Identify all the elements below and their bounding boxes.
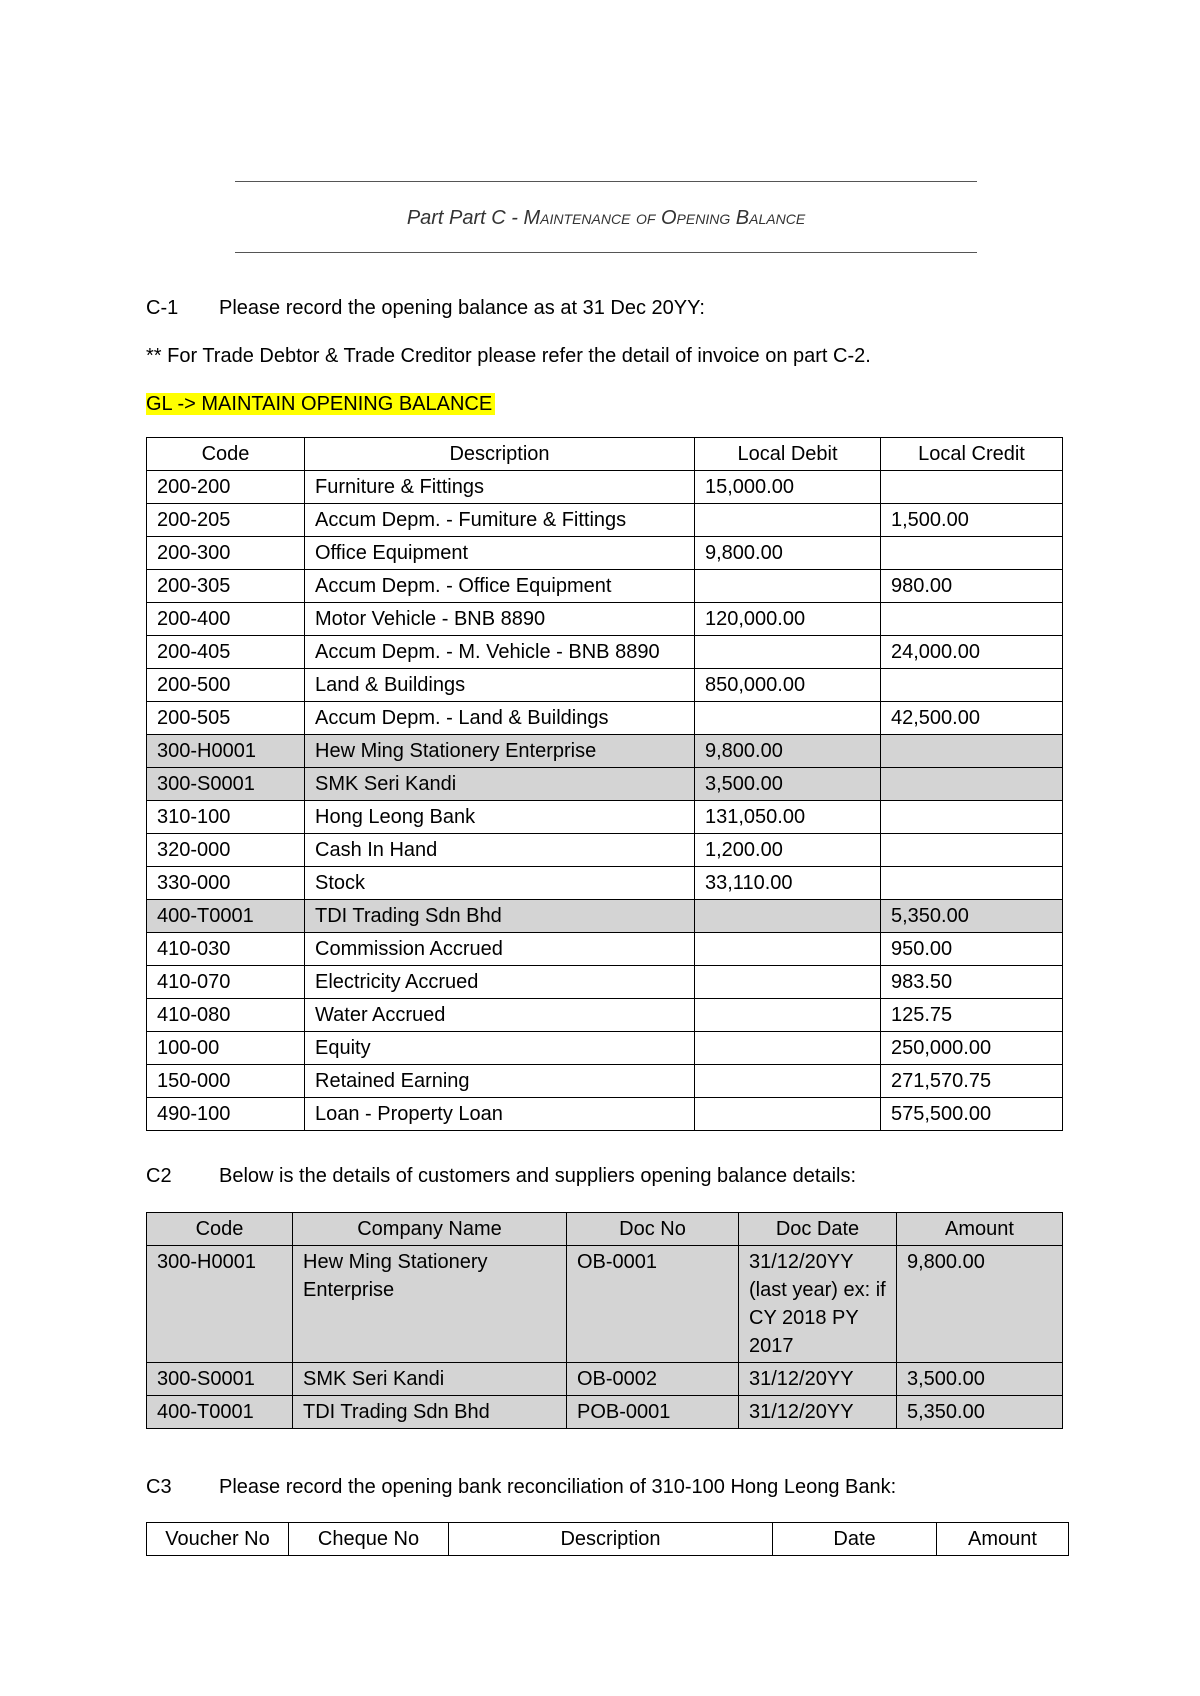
cell-description: TDI Trading Sdn Bhd — [305, 900, 695, 933]
table-row — [147, 537, 1063, 570]
table-header-row — [147, 1213, 1063, 1246]
cell-code: 400-T0001 — [147, 900, 305, 933]
opening-balance-table — [146, 437, 1063, 1131]
table-row — [147, 636, 1063, 669]
part-title: Part Part C - Maintenance of Opening Balance — [406, 207, 806, 229]
bank-reconciliation-table — [146, 1522, 1069, 1556]
cell-local-debit — [695, 1032, 881, 1065]
table-row — [147, 801, 1063, 834]
cell-description: SMK Seri Kandi — [305, 768, 695, 801]
cell-code: 400-T0001 — [147, 1396, 293, 1429]
cell-local-credit — [881, 867, 1063, 900]
header-date: Date — [773, 1523, 937, 1556]
section-c2-heading — [146, 1165, 856, 1188]
cell-local-debit: 850,000.00 — [695, 669, 881, 702]
gl-path-label — [146, 393, 495, 416]
cell-local-credit: 1,500.00 — [881, 504, 1063, 537]
cell-local-debit: 120,000.00 — [695, 603, 881, 636]
cell-local-debit: 1,200.00 — [695, 834, 881, 867]
table-header-row — [147, 438, 1063, 471]
cell-code: 300-H0001 — [147, 1246, 293, 1363]
cell-local-credit — [881, 603, 1063, 636]
cell-description: Accum Depm. - Land & Buildings — [305, 702, 695, 735]
cell-code: 200-205 — [147, 504, 305, 537]
table-header-row — [147, 1523, 1069, 1556]
cell-local-debit: 3,500.00 — [695, 768, 881, 801]
cell-local-debit: 131,050.00 — [695, 801, 881, 834]
cell-doc-no: POB-0001 — [567, 1396, 739, 1429]
cell-local-credit — [881, 471, 1063, 504]
cell-local-debit — [695, 570, 881, 603]
cell-amount: 5,350.00 — [897, 1396, 1063, 1429]
section-c1-heading — [146, 297, 705, 320]
cell-local-debit — [695, 900, 881, 933]
cell-code: 300-S0001 — [147, 1363, 293, 1396]
cell-doc-date: 31/12/20YY — [739, 1396, 897, 1429]
header-amount: Amount — [897, 1213, 1063, 1246]
table-row — [147, 900, 1063, 933]
cell-code: 200-500 — [147, 669, 305, 702]
cell-code: 200-305 — [147, 570, 305, 603]
customer-supplier-table — [146, 1212, 1063, 1429]
cell-local-credit — [881, 768, 1063, 801]
cell-description: Hong Leong Bank — [305, 801, 695, 834]
cell-description: Accum Depm. - M. Vehicle - BNB 8890 — [305, 636, 695, 669]
section-text: Please record the opening balance as at 31 Dec 20YY: — [219, 297, 705, 319]
cell-local-credit: 125.75 — [881, 999, 1063, 1032]
section-text: Below is the details of customers and suppliers opening balance details: — [219, 1165, 857, 1187]
cell-local-debit: 9,800.00 — [695, 537, 881, 570]
table-row — [147, 504, 1063, 537]
cell-description: Commission Accrued — [305, 933, 695, 966]
cell-description: Electricity Accrued — [305, 966, 695, 999]
cell-code: 330-000 — [147, 867, 305, 900]
cell-company-name: TDI Trading Sdn Bhd — [293, 1396, 567, 1429]
table-row — [147, 1363, 1063, 1396]
header-description: Description — [449, 1523, 773, 1556]
cell-local-debit — [695, 702, 881, 735]
cell-code: 410-070 — [147, 966, 305, 999]
section-text: Please record the opening bank reconciliation of 310-100 Hong Leong Bank: — [219, 1476, 897, 1498]
cell-local-credit: 250,000.00 — [881, 1032, 1063, 1065]
cell-description: Land & Buildings — [305, 669, 695, 702]
table-row — [147, 1032, 1063, 1065]
cell-doc-date: 31/12/20YY — [739, 1363, 897, 1396]
cell-local-credit: 24,000.00 — [881, 636, 1063, 669]
cell-local-credit — [881, 735, 1063, 768]
cell-local-debit: 15,000.00 — [695, 471, 881, 504]
table-row — [147, 669, 1063, 702]
header-local-credit: Local Credit — [881, 438, 1063, 471]
cell-local-credit: 271,570.75 — [881, 1065, 1063, 1098]
cell-doc-no: OB-0001 — [567, 1246, 739, 1363]
cell-description: Retained Earning — [305, 1065, 695, 1098]
table-row — [147, 999, 1063, 1032]
table-row — [147, 471, 1063, 504]
table-row — [147, 702, 1063, 735]
cell-doc-date: 31/12/20YY (last year) ex: if CY 2018 PY 2017 — [739, 1246, 897, 1363]
cell-code: 100-00 — [147, 1032, 305, 1065]
cell-local-credit — [881, 537, 1063, 570]
table-row — [147, 1098, 1063, 1131]
cell-code: 490-100 — [147, 1098, 305, 1131]
cell-code: 300-S0001 — [147, 768, 305, 801]
header-amount: Amount — [937, 1523, 1069, 1556]
cell-company-name: SMK Seri Kandi — [293, 1363, 567, 1396]
cell-local-credit: 980.00 — [881, 570, 1063, 603]
cell-company-name: Hew Ming Stationery Enterprise — [293, 1246, 567, 1363]
header-rule-bottom — [235, 252, 977, 253]
header-local-debit: Local Debit — [695, 438, 881, 471]
cell-code: 320-000 — [147, 834, 305, 867]
cell-description: Water Accrued — [305, 999, 695, 1032]
cell-local-credit — [881, 834, 1063, 867]
cell-description: Cash In Hand — [305, 834, 695, 867]
header-code: Code — [147, 1213, 293, 1246]
cell-code: 200-400 — [147, 603, 305, 636]
cell-local-credit — [881, 801, 1063, 834]
gl-path-highlight: GL -> MAINTAIN OPENING BALANCE — [146, 393, 495, 415]
cell-description: Accum Depm. - Fumiture & Fittings — [305, 504, 695, 537]
cell-description: Office Equipment — [305, 537, 695, 570]
cell-local-debit — [695, 999, 881, 1032]
cell-local-debit — [695, 933, 881, 966]
cell-local-debit — [695, 504, 881, 537]
cell-local-debit: 33,110.00 — [695, 867, 881, 900]
cell-local-credit: 42,500.00 — [881, 702, 1063, 735]
trade-note: ** For Trade Debtor & Trade Creditor please refer the detail of invoice on part C-2. — [146, 345, 871, 367]
table-row — [147, 735, 1063, 768]
cell-description: Accum Depm. - Office Equipment — [305, 570, 695, 603]
table-row — [147, 933, 1063, 966]
cell-local-debit — [695, 966, 881, 999]
cell-amount: 3,500.00 — [897, 1363, 1063, 1396]
cell-description: Motor Vehicle - BNB 8890 — [305, 603, 695, 636]
cell-local-debit — [695, 1065, 881, 1098]
header-rule-top — [235, 181, 977, 182]
cell-description: Equity — [305, 1032, 695, 1065]
section-number: C3 — [146, 1476, 172, 1498]
cell-code: 200-300 — [147, 537, 305, 570]
cell-local-credit: 983.50 — [881, 966, 1063, 999]
cell-doc-no: OB-0002 — [567, 1363, 739, 1396]
section-number: C-1 — [146, 297, 179, 319]
table-row — [147, 834, 1063, 867]
cell-amount: 9,800.00 — [897, 1246, 1063, 1363]
table-row — [147, 1396, 1063, 1429]
cell-description: Stock — [305, 867, 695, 900]
cell-code: 200-405 — [147, 636, 305, 669]
header-doc-date: Doc Date — [739, 1213, 897, 1246]
cell-local-credit: 575,500.00 — [881, 1098, 1063, 1131]
table-row — [147, 867, 1063, 900]
cell-description: Hew Ming Stationery Enterprise — [305, 735, 695, 768]
table-row — [147, 768, 1063, 801]
header-code: Code — [147, 438, 305, 471]
cell-description: Loan - Property Loan — [305, 1098, 695, 1131]
cell-code: 410-030 — [147, 933, 305, 966]
table-row — [147, 570, 1063, 603]
table-row — [147, 603, 1063, 636]
section-c3-heading — [146, 1476, 896, 1499]
cell-code: 200-505 — [147, 702, 305, 735]
cell-local-credit: 5,350.00 — [881, 900, 1063, 933]
header-description: Description — [305, 438, 695, 471]
cell-code: 150-000 — [147, 1065, 305, 1098]
table-row — [147, 1246, 1063, 1363]
header-cheque-no: Cheque No — [289, 1523, 449, 1556]
cell-local-credit — [881, 669, 1063, 702]
cell-description: Furniture & Fittings — [305, 471, 695, 504]
table-row — [147, 1065, 1063, 1098]
cell-local-credit: 950.00 — [881, 933, 1063, 966]
cell-code: 300-H0001 — [147, 735, 305, 768]
header-voucher-no: Voucher No — [147, 1523, 289, 1556]
cell-local-debit: 9,800.00 — [695, 735, 881, 768]
cell-local-debit — [695, 1098, 881, 1131]
cell-code: 310-100 — [147, 801, 305, 834]
header-doc-no: Doc No — [567, 1213, 739, 1246]
cell-local-debit — [695, 636, 881, 669]
header-company-name: Company Name — [293, 1213, 567, 1246]
cell-code: 410-080 — [147, 999, 305, 1032]
table-row — [147, 966, 1063, 999]
cell-code: 200-200 — [147, 471, 305, 504]
section-number: C2 — [146, 1165, 172, 1187]
